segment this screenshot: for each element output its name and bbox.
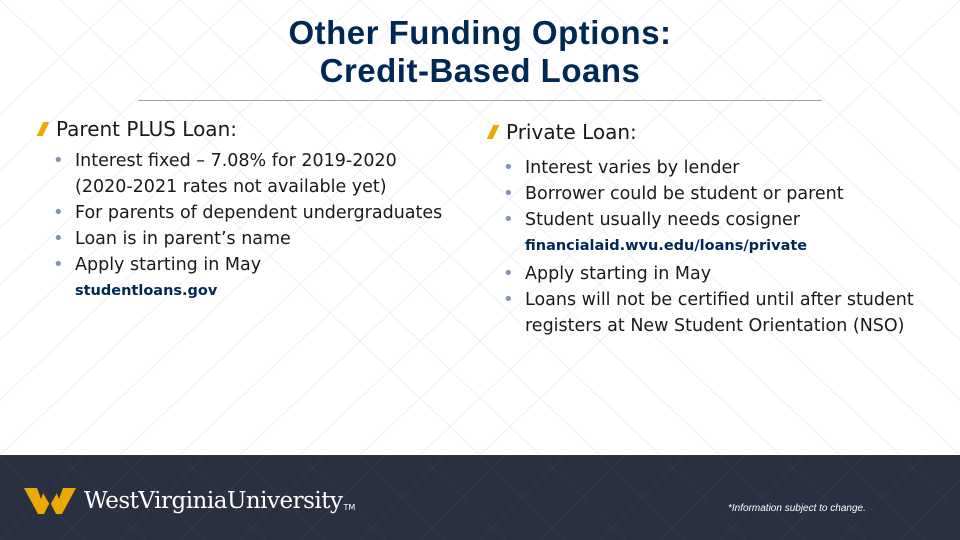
parent-plus-column: [38, 117, 458, 302]
private-loan-bullets-a: [503, 155, 928, 233]
wvu-logo[interactable]: [24, 485, 355, 517]
bullet-dot-icon: •: [53, 228, 64, 249]
list-item: [53, 148, 458, 200]
private-loan-heading: [488, 120, 928, 144]
list-item: [503, 155, 928, 181]
slide-title: [0, 14, 960, 90]
parent-plus-heading-text: Parent PLUS Loan:: [56, 117, 237, 141]
bullet-text: Student usually needs cosigner: [525, 210, 801, 230]
bullet-dot-icon: •: [503, 209, 514, 230]
bullet-text: Borrower could be student or parent: [525, 184, 844, 204]
bullet-text: Interest fixed – 7.08% for 2019-2020 (2020-2021 rates not available yet): [75, 151, 397, 197]
bullet-dot-icon: •: [503, 157, 514, 178]
gold-slash-icon: [37, 122, 50, 136]
list-item: [53, 252, 458, 278]
bullet-dot-icon: •: [503, 183, 514, 204]
bullet-dot-icon: •: [53, 202, 64, 223]
title-line-2: Credit-Based Loans: [319, 52, 641, 89]
list-item: [503, 287, 928, 339]
financialaid-private-link[interactable]: financialaid.wvu.edu/loans/private: [525, 238, 808, 254]
bullet-text: Loan is in parent’s name: [75, 229, 291, 249]
gold-slash-icon: [487, 125, 500, 139]
disclaimer-text: *Information subject to change.: [728, 503, 866, 514]
bullet-text: Apply starting in May: [75, 255, 262, 275]
studentloans-link[interactable]: studentloans.gov: [75, 283, 218, 299]
bullet-dot-icon: •: [53, 150, 64, 171]
list-item: [53, 226, 458, 252]
footer-bar: [0, 455, 960, 540]
bullet-dot-icon: •: [53, 254, 64, 275]
parent-plus-heading: [38, 117, 458, 141]
private-loan-column: [488, 120, 928, 339]
title-line-1: Other Funding Options:: [288, 14, 672, 51]
parent-plus-bullets: [53, 148, 458, 278]
wvu-wordmark: WestVirginiaUniversity: [84, 488, 343, 514]
bullet-dot-icon: •: [503, 289, 514, 310]
private-loan-heading-text: Private Loan:: [506, 120, 637, 144]
list-item: [503, 207, 928, 233]
bullet-text: Interest varies by lender: [525, 158, 740, 178]
list-item: [503, 181, 928, 207]
list-item: [53, 200, 458, 226]
title-divider: [138, 100, 822, 101]
flying-wv-logo-icon: [24, 485, 76, 517]
list-item: [503, 261, 928, 287]
bullet-text: For parents of dependent undergraduates: [75, 203, 443, 223]
bullet-text: Loans will not be certified until after student registers at New Student Orientation (NSO): [525, 290, 914, 336]
trademark-mark: TM: [343, 502, 356, 512]
bullet-text: Apply starting in May: [525, 264, 712, 284]
private-loan-bullets-b: [503, 261, 928, 339]
bullet-dot-icon: •: [503, 263, 514, 284]
